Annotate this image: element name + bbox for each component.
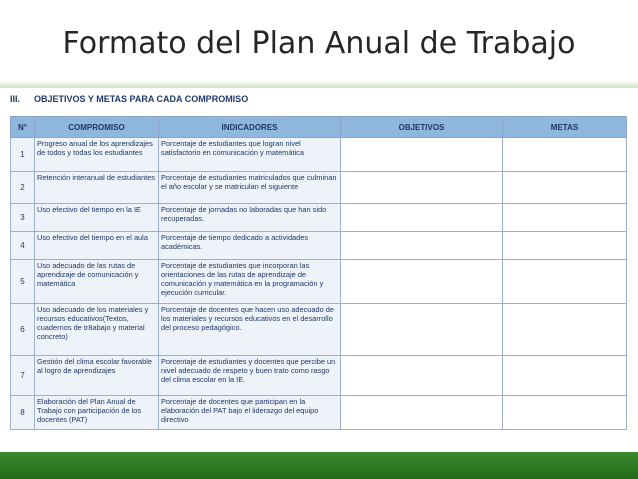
table-row bbox=[11, 304, 627, 356]
row-number: 2 bbox=[11, 172, 35, 204]
table-header-row bbox=[11, 117, 627, 138]
row-indicador: Porcentaje de estudiantes que incorporan las orientaciones de las rutas de aprendizaje de comunicación y matemática en la programación y ejecución curricular. bbox=[159, 260, 341, 304]
commitments-table bbox=[10, 116, 627, 430]
header-indicadores: INDICADORES bbox=[159, 117, 341, 138]
row-number: 3 bbox=[11, 204, 35, 232]
row-metas-cell bbox=[503, 204, 627, 232]
row-metas-cell bbox=[503, 260, 627, 304]
table-row bbox=[11, 172, 627, 204]
row-compromiso: Retención interanual de estudiantes bbox=[35, 172, 159, 204]
row-indicador: Porcentaje de tiempo dedicado a actividades académicas. bbox=[159, 232, 341, 260]
row-number: 4 bbox=[11, 232, 35, 260]
row-objetivos-cell bbox=[341, 204, 503, 232]
row-indicador: Porcentaje de estudiantes y docentes que percibe un nivel adecuado de respeto y buen trato como rasgo del clima escolar en la IE. bbox=[159, 356, 341, 396]
row-compromiso: Progreso anual de los aprendizajes de todos y todas los estudiantes bbox=[35, 138, 159, 172]
row-indicador: Porcentaje de docentes que hacen uso adecuado de los materiales y recursos educativos en el desarrollo del proceso pedagógico. bbox=[159, 304, 341, 356]
row-number: 5 bbox=[11, 260, 35, 304]
row-objetivos-cell bbox=[341, 138, 503, 172]
row-number: 7 bbox=[11, 356, 35, 396]
row-metas-cell bbox=[503, 138, 627, 172]
section-heading bbox=[10, 94, 248, 104]
row-objetivos-cell bbox=[341, 356, 503, 396]
footer-bar bbox=[0, 452, 638, 479]
table-row bbox=[11, 396, 627, 430]
row-metas-cell bbox=[503, 396, 627, 430]
row-metas-cell bbox=[503, 232, 627, 260]
document-sheet bbox=[8, 88, 630, 452]
row-indicador: Porcentaje de docentes que participan en la elaboración del PAT bajo el liderazgo del equipo directivo bbox=[159, 396, 341, 430]
row-metas-cell bbox=[503, 304, 627, 356]
row-compromiso: Uso adecuado de las rutas de aprendizaje de comunicación y matemática bbox=[35, 260, 159, 304]
row-indicador: Porcentaje de estudiantes que logran nivel satisfactorio en comunicación y matemática bbox=[159, 138, 341, 172]
header-metas: METAS bbox=[503, 117, 627, 138]
row-objetivos-cell bbox=[341, 260, 503, 304]
row-objetivos-cell bbox=[341, 304, 503, 356]
table-row bbox=[11, 204, 627, 232]
header-compromiso: COMPROMISO bbox=[35, 117, 159, 138]
row-number: 8 bbox=[11, 396, 35, 430]
row-objetivos-cell bbox=[341, 396, 503, 430]
row-number: 6 bbox=[11, 304, 35, 356]
table-row bbox=[11, 232, 627, 260]
section-title: OBJETIVOS Y METAS PARA CADA COMPROMISO bbox=[34, 94, 249, 104]
row-metas-cell bbox=[503, 172, 627, 204]
row-compromiso: Uso efectivo del tiempo en el aula bbox=[35, 232, 159, 260]
row-number: 1 bbox=[11, 138, 35, 172]
header-number: N° bbox=[11, 117, 35, 138]
row-compromiso: Elaboración del Plan Anual de Trabajo con participación de los docentes (PAT) bbox=[35, 396, 159, 430]
header-objetivos: OBJETIVOS bbox=[341, 117, 503, 138]
row-objetivos-cell bbox=[341, 232, 503, 260]
row-metas-cell bbox=[503, 356, 627, 396]
slide-title: Formato del Plan Anual de Trabajo bbox=[62, 26, 576, 61]
table-row bbox=[11, 138, 627, 172]
row-indicador: Porcentaje de jornadas no laboradas que han sido recuperadas. bbox=[159, 204, 341, 232]
table-row bbox=[11, 260, 627, 304]
section-number: III. bbox=[10, 94, 21, 104]
row-compromiso: Uso efectivo del tiempo en la IE bbox=[35, 204, 159, 232]
table-row bbox=[11, 356, 627, 396]
title-divider bbox=[0, 80, 638, 88]
row-indicador: Porcentaje de estudiantes matriculados que culminan el año escolar y se matriculan el siguiente bbox=[159, 172, 341, 204]
row-compromiso: Uso adecuado de los materiales y recursos educativos(Textos, cuadernos de tr8abajo y material concreto) bbox=[35, 304, 159, 356]
row-compromiso: Gestión del clima escolar favorable al logro de aprendizajes bbox=[35, 356, 159, 396]
row-objetivos-cell bbox=[341, 172, 503, 204]
